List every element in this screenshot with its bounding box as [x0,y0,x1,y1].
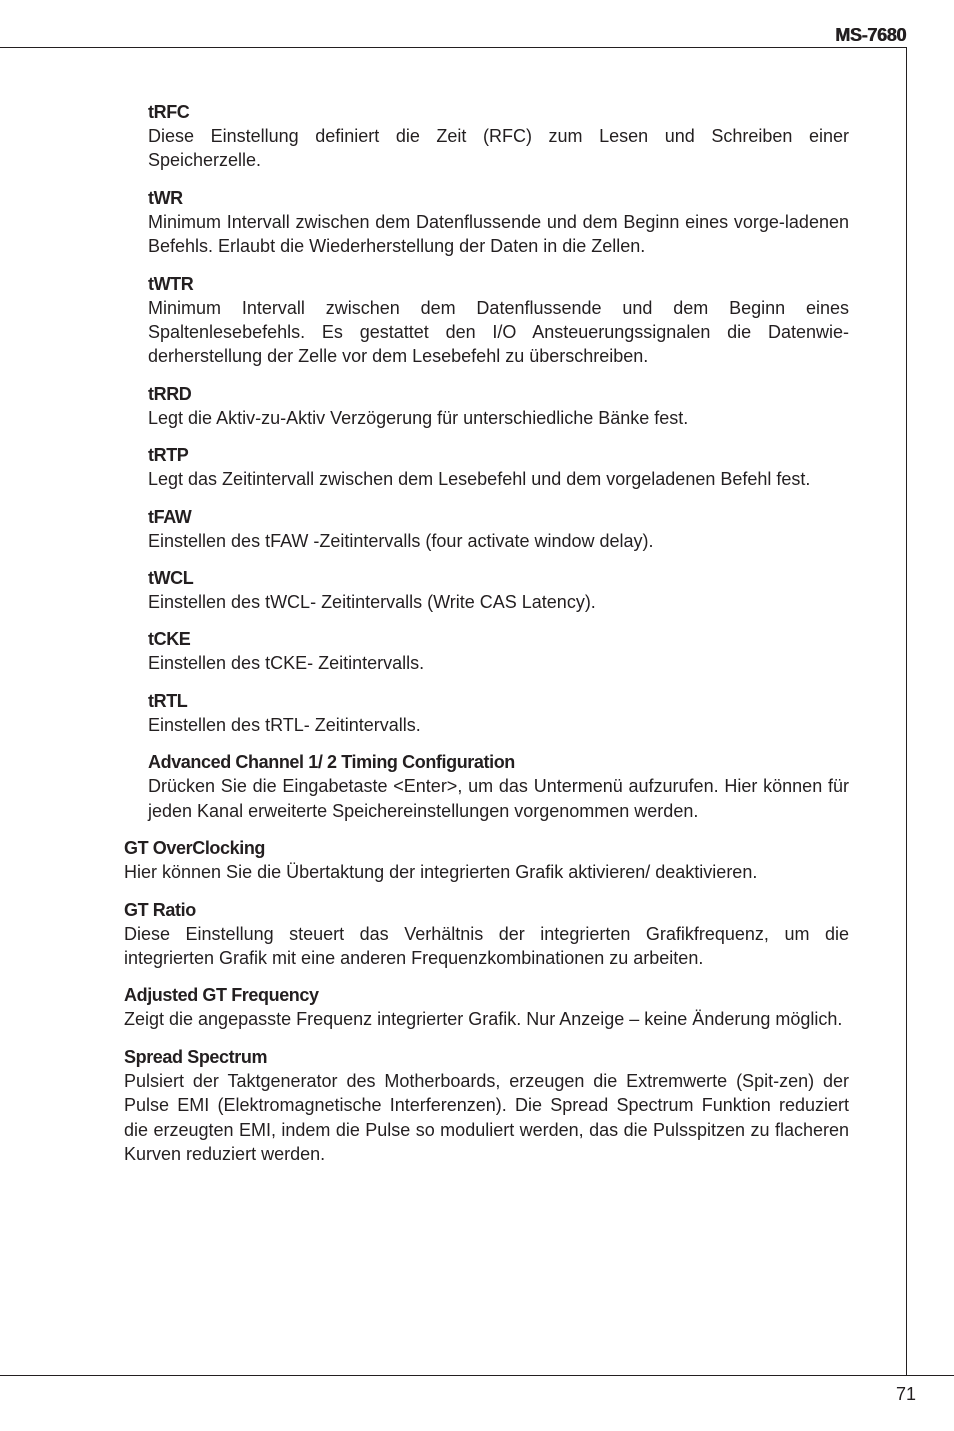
section-trrd [148,382,849,430]
section-text: Einstellen des tCKE- Zeitintervalls. [148,653,425,674]
section-title: Advanced Channel 1/ 2 Timing Configuration [148,752,515,773]
section-title: Spread Spectrum [124,1046,268,1067]
section-title: tWR [148,187,183,208]
section-trtl [148,689,849,737]
section-title: tRFC [148,102,190,122]
section-text: Drücken Sie die Eingabetaste <Enter>, um das Untermenü aufzurufen. Hier können für jeden Kanal erweiterte Speichereinstellungen vorgenommen werden. [148,776,849,821]
section-title: Adjusted GT Frequency [124,985,319,1006]
section-title: GT Ratio [124,899,196,920]
section-text: Minimum Intervall zwischen dem Datenflussende und dem Beginn eines vorge-ladenen Befehls. Erlaubt die Wiederherstellung der Daten in die Zellen. [148,211,849,257]
header-rule [0,47,907,48]
section-twtr [148,272,849,369]
manual-content [0,100,954,1179]
section-text: Hier können Sie die Übertaktung der integrierten Grafik aktivieren/ deaktivieren. [124,862,758,883]
page-number: 71 [895,1384,916,1404]
header-model-number: MS-7680 [835,25,906,45]
section-gt-ratio [124,898,849,971]
section-text: Diese Einstellung definiert die Zeit (RFC) zum Lesen und Schreiben einer Speicherzelle. [148,126,849,171]
section-text: Pulsiert der Taktgenerator des Motherboards, erzeugen die Extremwerte (Spit-zen) der Pulse EMI (Elektromagnetische Interferenzen). Die Spread Spectrum Funktion reduziert die erzeugten EMI, indem die Pulse so moduliert werden, das die Pulsspitzen zu flacheren Kurven reduziert werden. [124,1070,849,1164]
section-text: Einstellen des tWCL- Zeitintervalls (Write CAS Latency). [148,592,596,613]
section-trtp [148,443,849,491]
section-text: Legt das Zeitintervall zwischen dem Lesebefehl und dem vorgeladenen Befehl fest. [148,469,811,490]
section-text: Minimum Intervall zwischen dem Datenflussende und dem Beginn eines Spaltenlesebefehls. Es gestattet den I/O Ansteuerungssignalen die Datenwie-derherstellung der Zelle vor dem Lesebefehl zu überschreiben. [148,297,849,367]
section-title: tRRD [148,383,192,404]
section-twcl [148,566,849,614]
section-trfc [148,100,849,173]
section-title: tWCL [148,568,194,589]
section-title: GT OverClocking [124,838,266,859]
section-text: Einstellen des tFAW -Zeitintervalls (four activate window delay). [148,530,654,551]
section-text: Legt die Aktiv-zu-Aktiv Verzögerung für unterschiedliche Bänke fest. [148,407,689,428]
section-title: tFAW [148,506,192,527]
footer-rule [0,1375,954,1376]
section-adjusted-gt-frequency [124,983,849,1031]
section-tcke [148,627,849,675]
section-text: Zeigt die angepasste Frequenz integrierter Grafik. Nur Anzeige – keine Änderung möglich. [124,1009,843,1030]
section-title: tRTL [148,690,188,711]
section-text: Einstellen des tRTL- Zeitintervalls. [148,714,421,735]
section-title: tCKE [148,629,191,650]
section-advanced-channel-timing [148,750,849,823]
section-twr [148,186,849,259]
section-text: Diese Einstellung steuert das Verhältnis der integrierten Grafikfrequenz, um die integrierten Grafik mit eine anderen Frequenzkombinationen zu arbeiten. [124,923,849,968]
section-gt-overclocking [124,836,849,884]
section-spread-spectrum [124,1045,849,1167]
section-title: tWTR [148,273,194,294]
section-title: tRTP [148,445,189,466]
section-tfaw [148,505,849,553]
